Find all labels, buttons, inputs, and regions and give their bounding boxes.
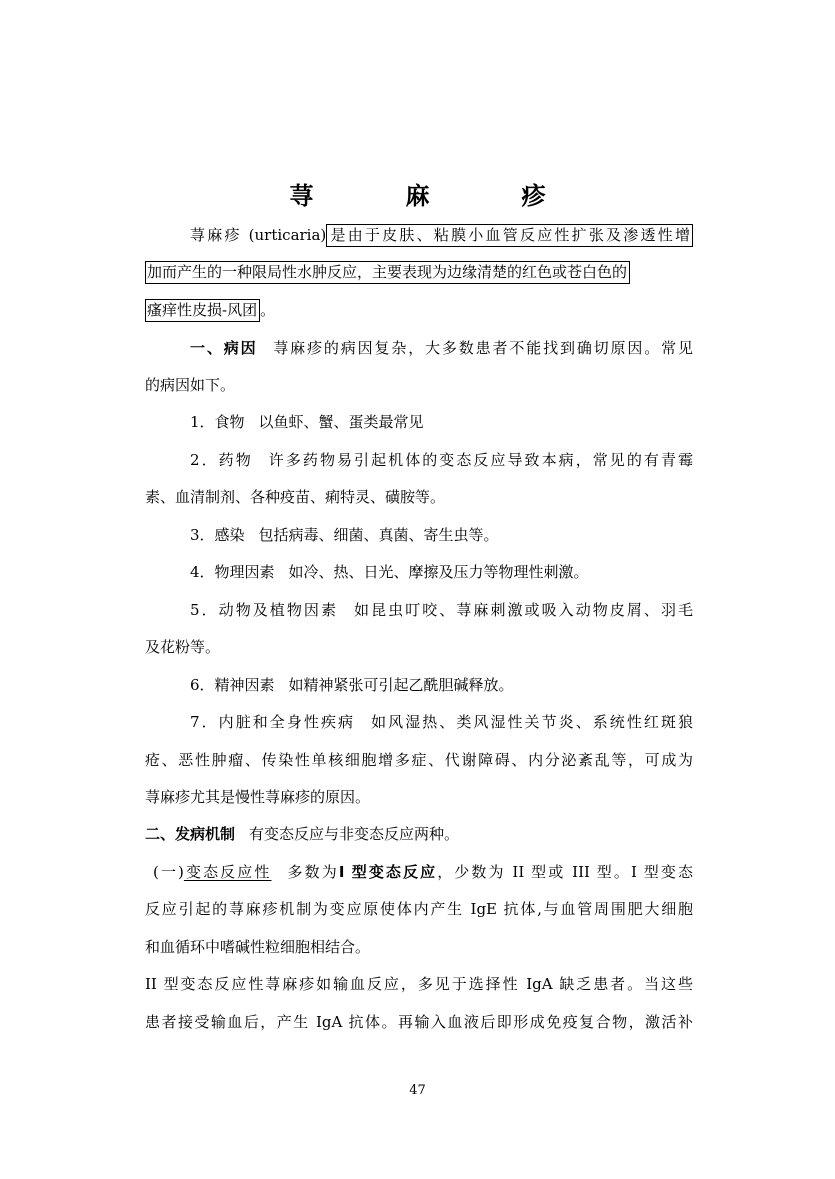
- section1-heading: 一、病因: [190, 339, 258, 357]
- sub1-line-2: [145, 899, 693, 919]
- cause-text-cont: 疮、恶性肿瘤、传染性单核细胞增多症、代谢障碍、内分泌紊乱等，可成为: [145, 751, 693, 769]
- cause-text: 如昆虫叮咬、荨麻刺激或吸入动物皮屑、羽毛: [352, 601, 693, 619]
- page-title: 荨 麻 疹: [289, 182, 580, 210]
- sub1-text: 和血循环中嗜碱性粒细胞相结合。: [145, 938, 371, 956]
- intro-line-1: [145, 225, 693, 245]
- cause-text: 如风湿热、类风湿性关节炎、系统性红斑狼: [369, 713, 693, 731]
- intro-line-3: [145, 300, 693, 320]
- definition-box-2: 加而产生的一种限局性水肿反应，主要表现为边缘清楚的红色或苍白色的: [145, 261, 630, 284]
- section1-line-1: [145, 338, 693, 358]
- cause-item-2: [145, 450, 693, 470]
- section1-text: 荨麻疹的病因复杂，大多数患者不能找到确切原因。常见: [271, 339, 693, 357]
- sub1-paren: (一): [153, 863, 184, 881]
- cause-text-cont: 及花粉等。: [145, 638, 221, 656]
- cause-item-6: [145, 675, 693, 695]
- cause-item-5: [145, 600, 693, 620]
- sub1-line-4: [145, 974, 693, 994]
- cause-item-2-cont: [145, 487, 693, 507]
- sub1-bold: I 型变态反应: [338, 863, 438, 881]
- cause-text: 许多药物易引起机体的变态反应导致本病，常见的有青霉: [266, 451, 693, 469]
- cause-text: 如精神紧张可引起乙酰胆碱释放。: [288, 676, 514, 694]
- sub1-text: II 型变态反应性荨麻疹如输血反应，多见于选择性 IgA 缺乏患者。当这些: [145, 975, 693, 993]
- cause-label: 6．精神因素: [190, 676, 275, 694]
- cause-item-3: [145, 525, 693, 545]
- cause-label: 2．药物: [190, 451, 253, 469]
- cause-label: 3．感染: [190, 526, 245, 544]
- sub1-line-3: [145, 937, 693, 957]
- sub1-text: 反应引起的荨麻疹机制为变应原使体内产生 IgE 抗体,与血管周围肥大细胞: [145, 900, 693, 918]
- cause-item-5-cont: [145, 637, 693, 657]
- section2-heading: 二、发病机制: [145, 825, 236, 843]
- cause-item-1: [145, 412, 693, 432]
- sub1-line-1: [145, 862, 693, 882]
- definition-box-3: 瘙痒性皮损-风团: [145, 299, 260, 322]
- cause-text-cont: 素、血清制剂、各种疫苗、痢特灵、磺胺等。: [145, 488, 446, 506]
- section1-line-2: [145, 375, 693, 395]
- sub1-text-b: ，少数为 II 型或 III 型。I 型变态: [437, 863, 693, 881]
- intro-term: 荨麻疹 (urticaria): [190, 226, 327, 244]
- definition-box-1: 是由于皮肤、粘膜小血管反应性扩张及渗透性增: [326, 224, 693, 247]
- cause-item-4: [145, 562, 693, 582]
- cause-text-cont: 荨麻疹尤其是慢性荨麻疹的原因。: [145, 788, 371, 806]
- sub1-text: 患者接受输血后，产生 IgA 抗体。再输入血液后即形成免疫复合物，激活补: [145, 1013, 693, 1031]
- sub1-text-a: 多数为: [285, 863, 339, 881]
- cause-label: 4．物理因素: [190, 563, 275, 581]
- cause-text: 包括病毒、细菌、真菌、寄生虫等。: [258, 526, 499, 544]
- cause-label: 5．动物及植物因素: [190, 601, 338, 619]
- cause-item-7-cont-2: [145, 787, 693, 807]
- sub1-label: 变态反应性: [183, 863, 272, 881]
- sub1-line-5: [145, 1012, 693, 1032]
- cause-text: 如冷、热、日光、摩擦及压力等物理性刺激。: [288, 563, 589, 581]
- section2-text: 有变态反应与非变态反应两种。: [249, 825, 460, 843]
- intro-tail: 。: [260, 301, 276, 319]
- section1-text-cont: 的病因如下。: [145, 376, 236, 394]
- cause-text: 以鱼虾、蟹、蛋类最常见: [258, 413, 424, 431]
- page-number: 47: [409, 1083, 426, 1098]
- cause-item-7: [145, 712, 693, 732]
- cause-label: 7．内脏和全身性疾病: [190, 713, 356, 731]
- intro-line-2: [145, 262, 693, 282]
- cause-label: 1．食物: [190, 413, 245, 431]
- cause-item-7-cont-1: [145, 750, 693, 770]
- section2-line: [145, 824, 693, 844]
